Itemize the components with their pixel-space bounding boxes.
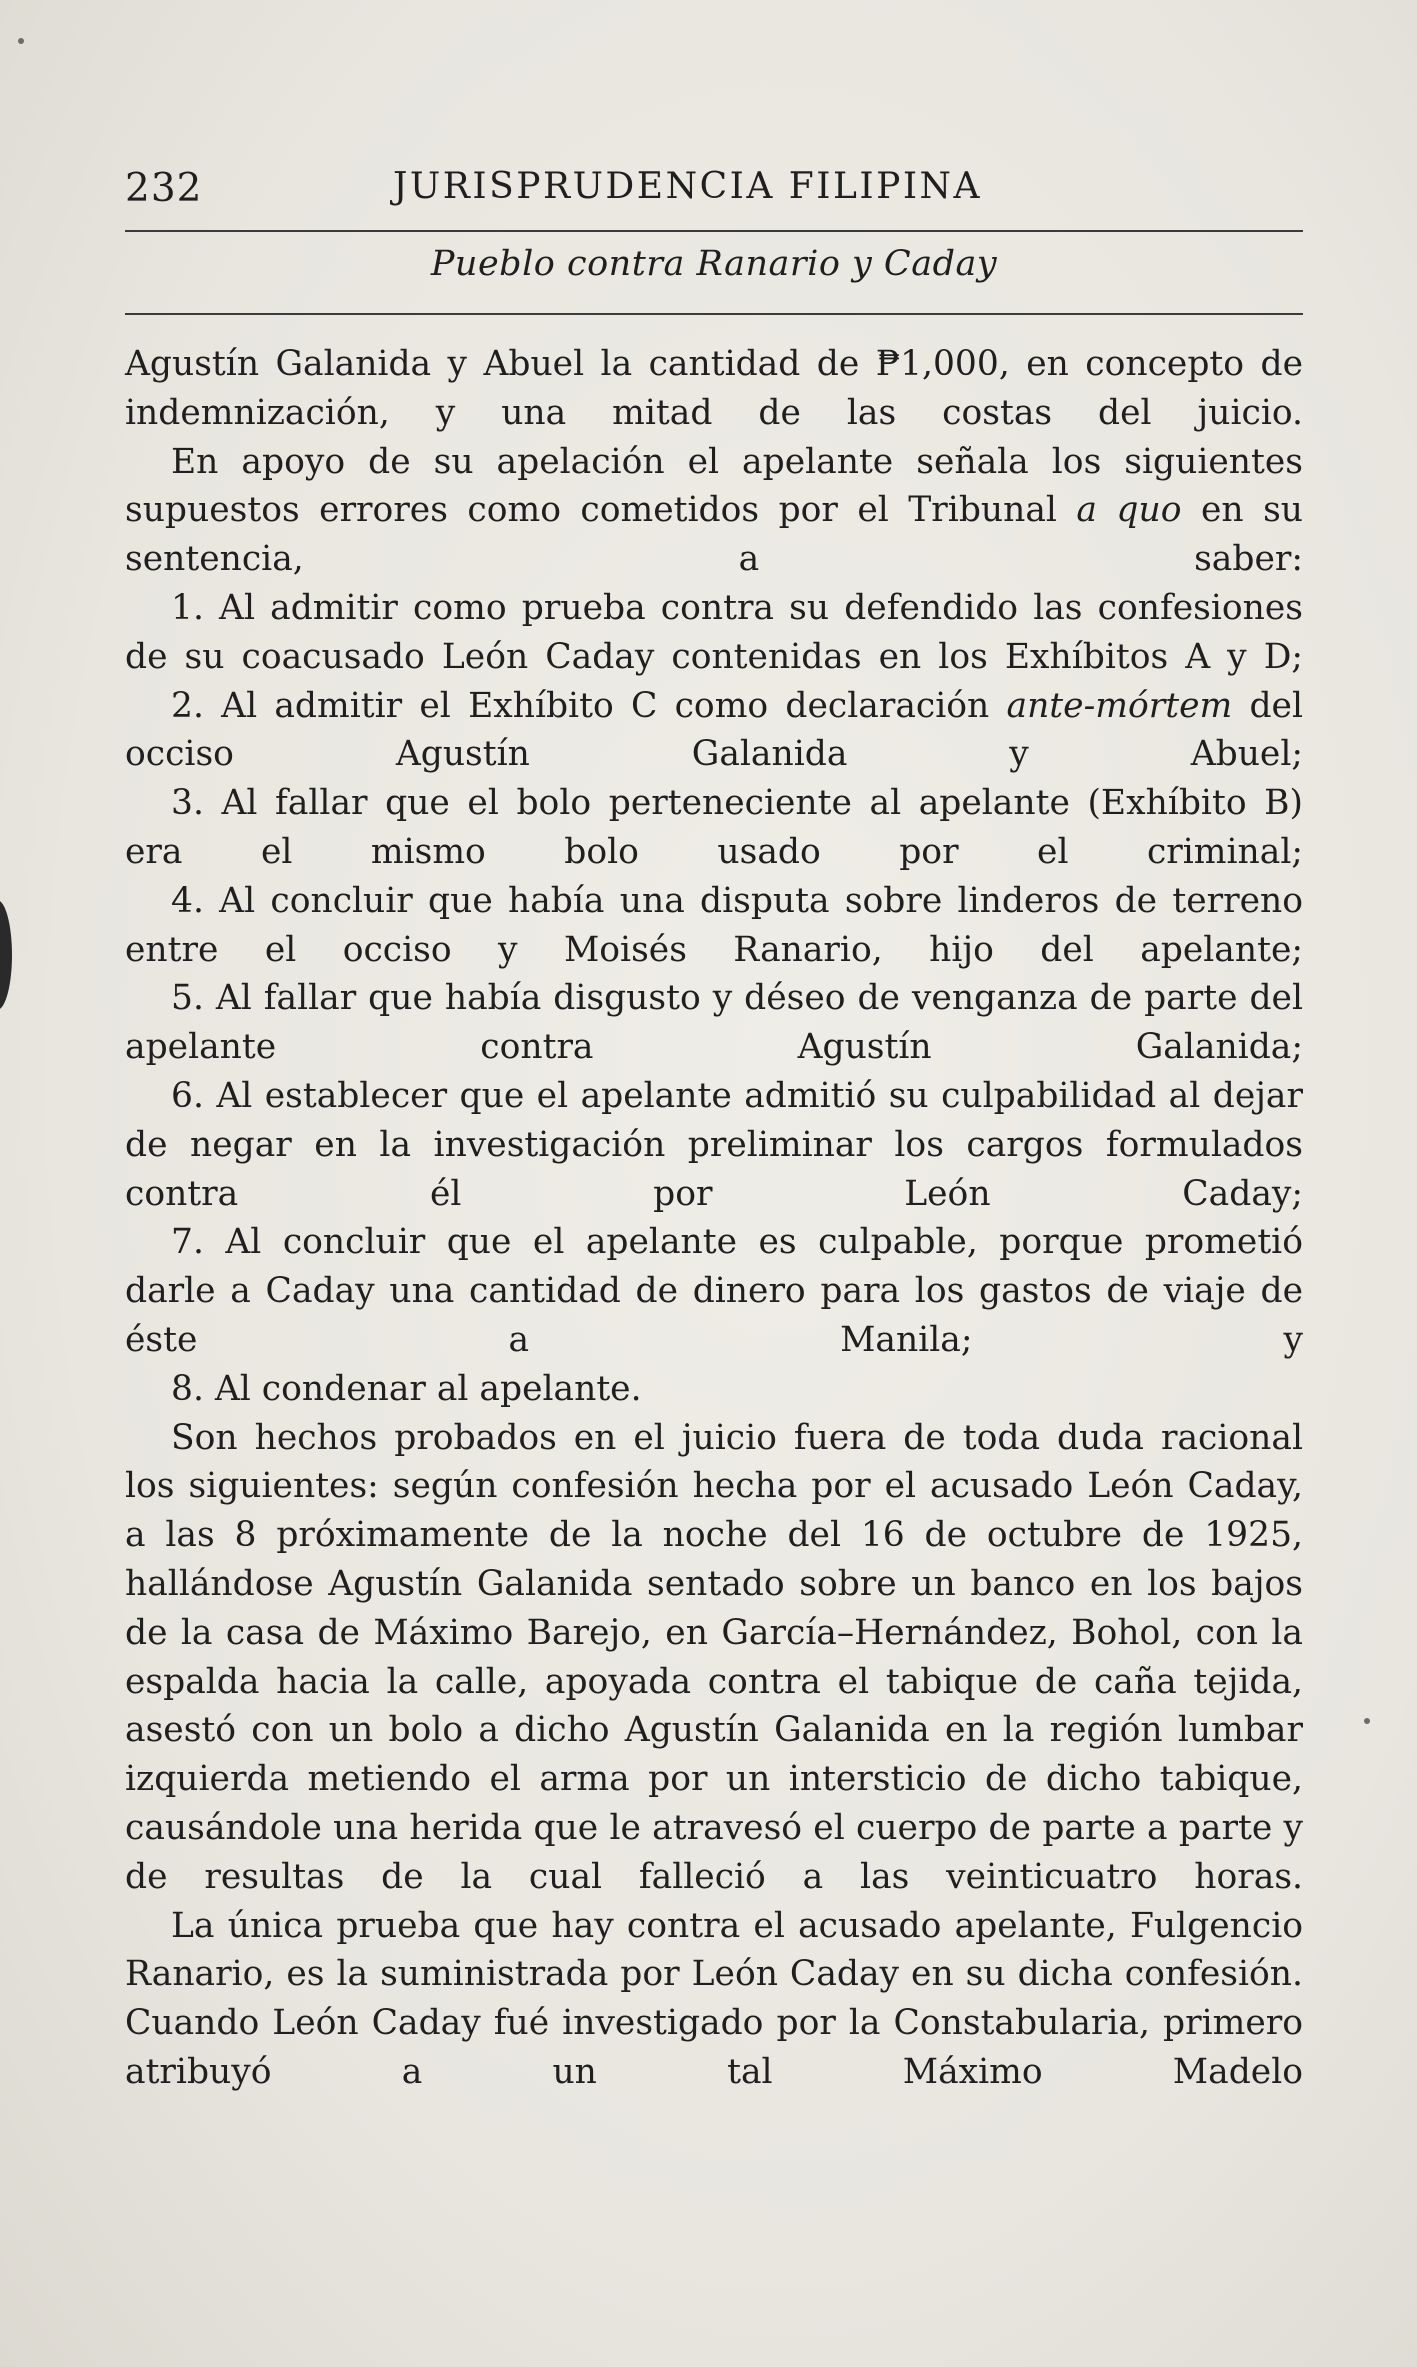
paragraph-evidence: La única prueba que hay contra el acusado apelante, Fulgencio Ranario, es la suministrada por León Caday en su dicha confesión. Cuando León Caday fué investigado por la Constabularia, primero atribuyó a un tal Máximo Madelo <box>125 1905 1303 2092</box>
error-item-2 <box>125 682 1303 780</box>
header-rule-top <box>125 230 1303 232</box>
binding-shadow <box>0 900 12 1010</box>
paragraph-appeal-errors-text: En apoyo de su apelación el apelante señala los siguientes supuestos errores como cometidos por el Tribunal <box>125 441 1303 531</box>
paragraph-facts: Son hechos probados en el juicio fuera de toda duda racional los siguientes: según confesión hecha por el acusado León Caday, a las 8 próximamente de la noche del 16 de octubre de 1925, hallándose Agustín Galanida sentado sobre un banco en los bajos de la casa de Máximo Barejo, en García–Hernández, Bohol, con la espalda hacia la calle, apoyada contra el tabique de caña tejida, asestó con un bolo a dicho Agustín Galanida en la región lumbar izquierda metiendo el arma por un intersticio de dicho tabique, causándole una herida que le atravesó el cuerpo de parte a parte y de resultas de la cual falleció a las veinticuatro horas. <box>125 1417 1303 1897</box>
latin-term: ante-mórtem <box>1006 685 1233 726</box>
error-item-6: 6. Al establecer que el apelante admitió su culpabilidad al dejar de negar en la investigación preliminar los cargos formulados contra él por León Caday; <box>125 1075 1303 1214</box>
dust-speck <box>18 38 24 44</box>
error-item-5: 5. Al fallar que había disgusto y déseo de venganza de parte del apelante contra Agustín Galanida; <box>125 978 1303 1068</box>
error-item-1: 1. Al admitir como prueba contra su defendido las confesiones de su coacusado León Caday contenidas en los Exhíbitos A y D; <box>125 587 1303 677</box>
body-text <box>125 340 1303 2097</box>
running-title: JURISPRUDENCIA FILIPINA <box>393 166 983 207</box>
error-item-7: 7. Al concluir que el apelante es culpable, porque prometió darle a Caday una cantidad de dinero para los gastos de viaje de éste a Manila; y <box>125 1222 1303 1360</box>
dust-speck <box>1364 1718 1370 1724</box>
latin-phrase: a quo <box>1076 490 1182 531</box>
error-item-2-text: 2. Al admitir el Exhíbito C como declaración <box>171 685 1007 726</box>
page-header <box>125 158 1303 218</box>
case-title: Pueblo contra Ranario y Caday <box>430 244 998 284</box>
error-item-8: 8. Al condenar al apelante. <box>171 1368 642 1409</box>
header-rule-bottom <box>125 313 1303 315</box>
error-item-4: 4. Al concluir que había una disputa sobre linderos de terreno entre el occiso y Moisés Ranario, hijo del apelante; <box>125 880 1303 970</box>
paragraph-continuation: Agustín Galanida y Abuel la cantidad de ₱1,000, en concepto de indemnización, y una mitad de las costas del juicio. <box>125 344 1303 433</box>
error-item-3: 3. Al fallar que el bolo perteneciente al apelante (Exhíbito B) era el mismo bolo usado por el criminal; <box>125 783 1303 872</box>
paragraph-appeal-errors-end: en su sentencia, a saber: <box>125 490 1303 580</box>
error-item-2-end: del occiso Agustín Galanida y Abuel; <box>125 685 1303 775</box>
page-number: 232 <box>125 166 203 211</box>
paragraph-appeal-errors <box>125 438 1303 584</box>
